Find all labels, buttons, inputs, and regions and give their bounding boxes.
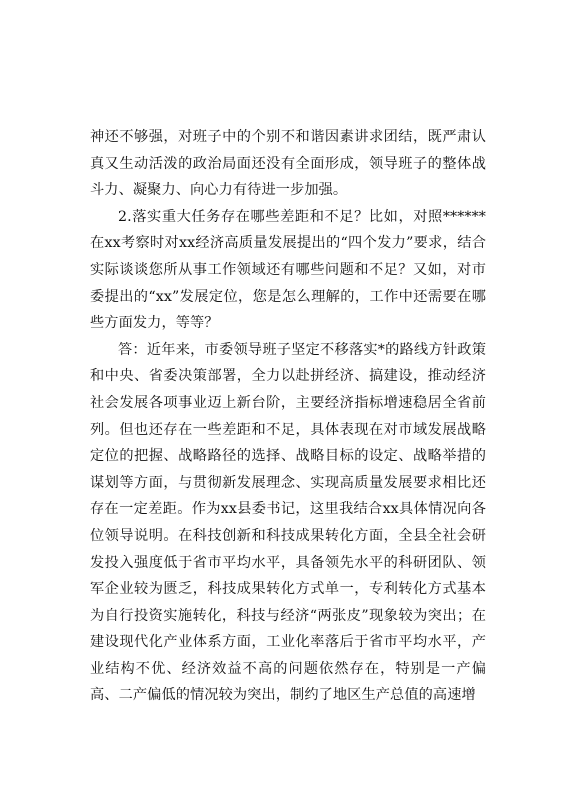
paragraph-question-2: 2.落实重大任务存在哪些差距和不足？比如，对照******在xx考察时对xx经济高质量发展提出的“四个发力”要求，结合实际谈谈您所从事工作领域还有哪些问题和不足？又如，对市委提出的“xx”发展定位，您是怎么理解的，工作中还需要在哪些方面发力，等等？: [90, 208, 486, 332]
paragraph-answer: 答：近年来，市委领导班子坚定不移落实*的路线方针政策和中央、省委决策部署，全力以赴拼经济、搞建设，推动经济社会发展各项事业迈上新台阶，主要经济指标增速稳居全省前列。但也还存在一些差距和不足，具体表现在对市域发展战略定位的把握、战略路径的选择、战略目标的设定、战略举措的谋划等方面，与贯彻新发展理念、实现高质量发展要求相比还存在一定差距。作为xx县委书记，这里我结合xx具体情况向各位领导说明。在科技创新和科技成果转化方面，全县全社会研发投入强度低于省市平均水平，具备领先水平的科研团队、领军企业较为匮乏，科技成果转化方式单一，专利转化方式基本为自行投资实施转化，科技与经济“两张皮”现象较为突出；在建设现代化产业体系方面，工业化率落后于省市平均水平，产业结构不优、经济效益不高的问题依然存在，特别是一产偏高、二产偏低的情况较为突出，制约了地区生产总值的高速增: [90, 341, 486, 704]
document-page: [90, 124, 486, 709]
paragraph-continuation: 神还不够强，对班子中的个别不和谐因素讲求团结，既严肃认真又生动活泼的政治局面还没有全面形成，领导班子的整体战斗力、凝聚力、向心力有待进一步加强。: [90, 129, 486, 199]
